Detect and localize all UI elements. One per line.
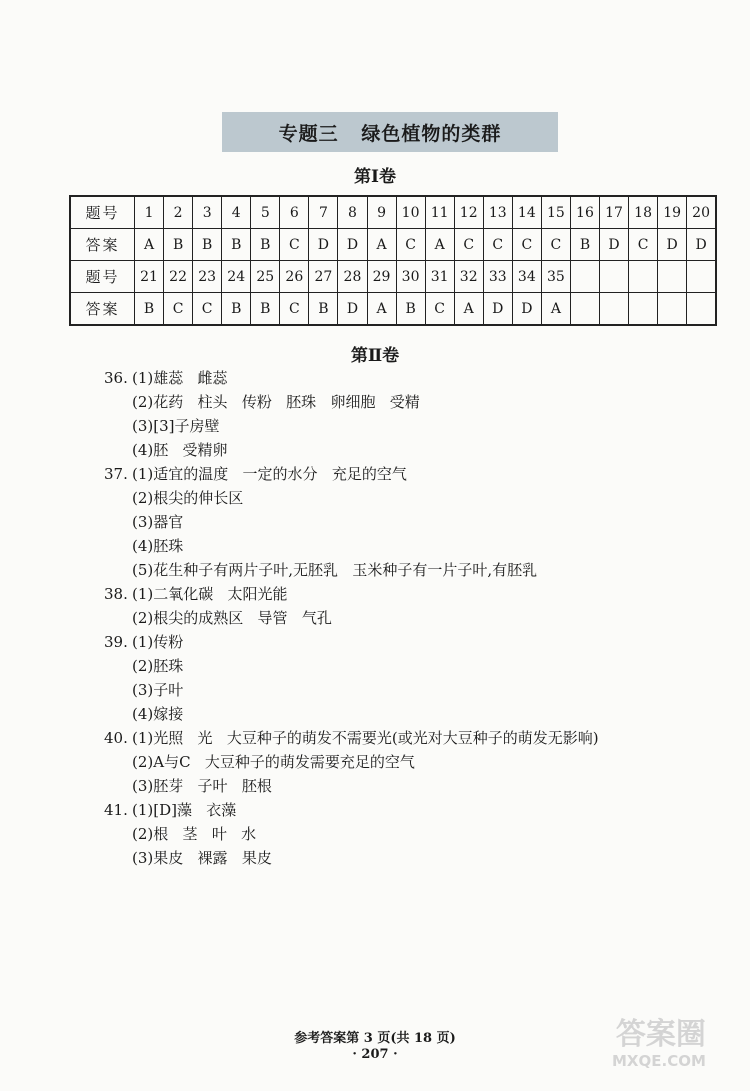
table-cell: B	[251, 293, 280, 326]
table-cell	[687, 261, 716, 293]
table-cell: 13	[483, 196, 512, 229]
table-row	[70, 229, 716, 261]
table-cell: 17	[600, 196, 629, 229]
table-cell: A	[425, 229, 454, 261]
table-cell: 28	[338, 261, 367, 293]
table-cell: 24	[222, 261, 251, 293]
table-row	[70, 261, 716, 293]
table-row	[70, 196, 716, 229]
answer-item: (1)光照 光 大豆种子的萌发不需要光(或光对大豆种子的萌发无影响)	[132, 729, 599, 747]
table-cell: D	[309, 229, 338, 261]
question-number: 40.	[104, 729, 128, 747]
answer-item: (1)传粉	[132, 633, 184, 651]
table-cell: C	[425, 293, 454, 326]
question-number: 36.	[104, 369, 128, 387]
table-cell: 11	[425, 196, 454, 229]
table-cell: 20	[687, 196, 716, 229]
table-cell: D	[658, 229, 687, 261]
table-cell: B	[193, 229, 222, 261]
question-block	[104, 462, 724, 582]
table-cell: 35	[541, 261, 570, 293]
topic-banner: 专题三 绿色植物的类群	[222, 112, 558, 152]
table-cell: B	[251, 229, 280, 261]
table-cell: 10	[396, 196, 425, 229]
table-cell: 6	[280, 196, 309, 229]
question-block	[104, 366, 724, 462]
table-cell: 30	[396, 261, 425, 293]
table-cell: 9	[367, 196, 396, 229]
answer-item: (3)子叶	[132, 681, 184, 699]
table-cell: D	[687, 229, 716, 261]
table-cell	[629, 293, 658, 326]
answer-item: (2)胚珠	[132, 657, 184, 675]
section-title-part2: 第Ⅱ卷	[350, 346, 400, 366]
answer-item: (4)嫁接	[132, 705, 184, 723]
page-number: · 207 ·	[352, 1047, 398, 1062]
table-cell: 31	[425, 261, 454, 293]
table-cell: 5	[251, 196, 280, 229]
question-block	[104, 630, 724, 726]
table-cell: B	[309, 293, 338, 326]
table-cell: B	[396, 293, 425, 326]
table-cell	[600, 261, 629, 293]
row-header: 题号	[70, 261, 135, 293]
answer-item: (5)花生种子有两片子叶,无胚乳 玉米种子有一片子叶,有胚乳	[132, 561, 538, 579]
table-cell: 33	[483, 261, 512, 293]
row-header: 答案	[70, 293, 135, 326]
table-cell: 27	[309, 261, 338, 293]
page-footer: 参考答案第 3 页(共 18 页)	[294, 1031, 456, 1046]
watermark-text: 答案圈	[615, 1017, 706, 1052]
row-header: 答案	[70, 229, 135, 261]
answer-item: (3)胚芽 子叶 胚根	[132, 777, 272, 795]
answer-item: (1)适宜的温度 一定的水分 充足的空气	[132, 465, 407, 483]
table-cell: 26	[280, 261, 309, 293]
table-cell: 22	[164, 261, 193, 293]
watermark-url: MXQE.COM	[612, 1052, 706, 1070]
row-header: 题号	[70, 196, 135, 229]
question-block	[104, 726, 724, 798]
table-row	[70, 293, 716, 326]
answer-item: (2)根尖的伸长区	[132, 489, 244, 507]
table-cell: B	[570, 229, 599, 261]
table-cell: 4	[222, 196, 251, 229]
table-cell: 3	[193, 196, 222, 229]
table-cell: 34	[512, 261, 541, 293]
table-cell: 19	[658, 196, 687, 229]
question-block	[104, 582, 724, 630]
table-cell: C	[396, 229, 425, 261]
answer-item: (3)器官	[132, 513, 184, 531]
table-cell: A	[367, 293, 396, 326]
question-number: 39.	[104, 633, 128, 651]
question-number: 37.	[104, 465, 128, 483]
table-cell: 18	[629, 196, 658, 229]
answer-item: (3)果皮 裸露 果皮	[132, 849, 272, 867]
table-cell: 15	[541, 196, 570, 229]
table-cell: C	[629, 229, 658, 261]
answer-list	[104, 366, 724, 870]
table-cell: 7	[309, 196, 338, 229]
table-cell: D	[600, 229, 629, 261]
table-cell	[658, 261, 687, 293]
question-number: 41.	[104, 801, 128, 819]
table-cell: 23	[193, 261, 222, 293]
table-cell: A	[454, 293, 483, 326]
table-cell: D	[338, 229, 367, 261]
table-cell: B	[164, 229, 193, 261]
table-cell: 14	[512, 196, 541, 229]
table-cell: 2	[164, 196, 193, 229]
table-cell: 12	[454, 196, 483, 229]
table-cell: 21	[135, 261, 164, 293]
table-cell	[600, 293, 629, 326]
watermark-logo	[612, 1018, 706, 1070]
section-title-part1: 第Ⅰ卷	[354, 167, 396, 187]
table-cell: D	[512, 293, 541, 326]
answer-item: (4)胚珠	[132, 537, 184, 555]
table-cell: B	[135, 293, 164, 326]
answer-item: (2)根 茎 叶 水	[132, 825, 257, 843]
table-cell: C	[483, 229, 512, 261]
table-cell: B	[222, 293, 251, 326]
answer-item: (1)雄蕊 雌蕊	[132, 369, 228, 387]
answer-item: (1)[D]藻 衣藻	[132, 801, 237, 819]
table-cell: D	[483, 293, 512, 326]
question-number: 38.	[104, 585, 128, 603]
table-cell: A	[367, 229, 396, 261]
question-block	[104, 798, 724, 870]
table-cell: C	[280, 293, 309, 326]
answer-item: (2)根尖的成熟区 导管 气孔	[132, 609, 332, 627]
table-cell: C	[164, 293, 193, 326]
table-cell: D	[338, 293, 367, 326]
table-cell: C	[512, 229, 541, 261]
table-cell: C	[193, 293, 222, 326]
table-cell: 32	[454, 261, 483, 293]
table-cell: B	[222, 229, 251, 261]
table-cell: C	[280, 229, 309, 261]
answer-item: (2)A与C 大豆种子的萌发需要充足的空气	[132, 753, 415, 771]
answer-item: (2)花药 柱头 传粉 胚珠 卵细胞 受精	[132, 393, 420, 411]
answer-item: (3)[3]子房壁	[132, 417, 220, 435]
table-cell	[570, 261, 599, 293]
table-cell: 16	[570, 196, 599, 229]
table-cell	[658, 293, 687, 326]
answer-table	[69, 195, 717, 326]
table-cell	[629, 261, 658, 293]
table-cell	[687, 293, 716, 326]
table-cell: 29	[367, 261, 396, 293]
table-cell: 25	[251, 261, 280, 293]
table-cell: 8	[338, 196, 367, 229]
table-cell: A	[541, 293, 570, 326]
table-cell: C	[541, 229, 570, 261]
table-cell: C	[454, 229, 483, 261]
answer-item: (4)胚 受精卵	[132, 441, 228, 459]
answer-item: (1)二氧化碳 太阳光能	[132, 585, 288, 603]
table-cell	[570, 293, 599, 326]
table-cell: 1	[135, 196, 164, 229]
table-cell: A	[135, 229, 164, 261]
